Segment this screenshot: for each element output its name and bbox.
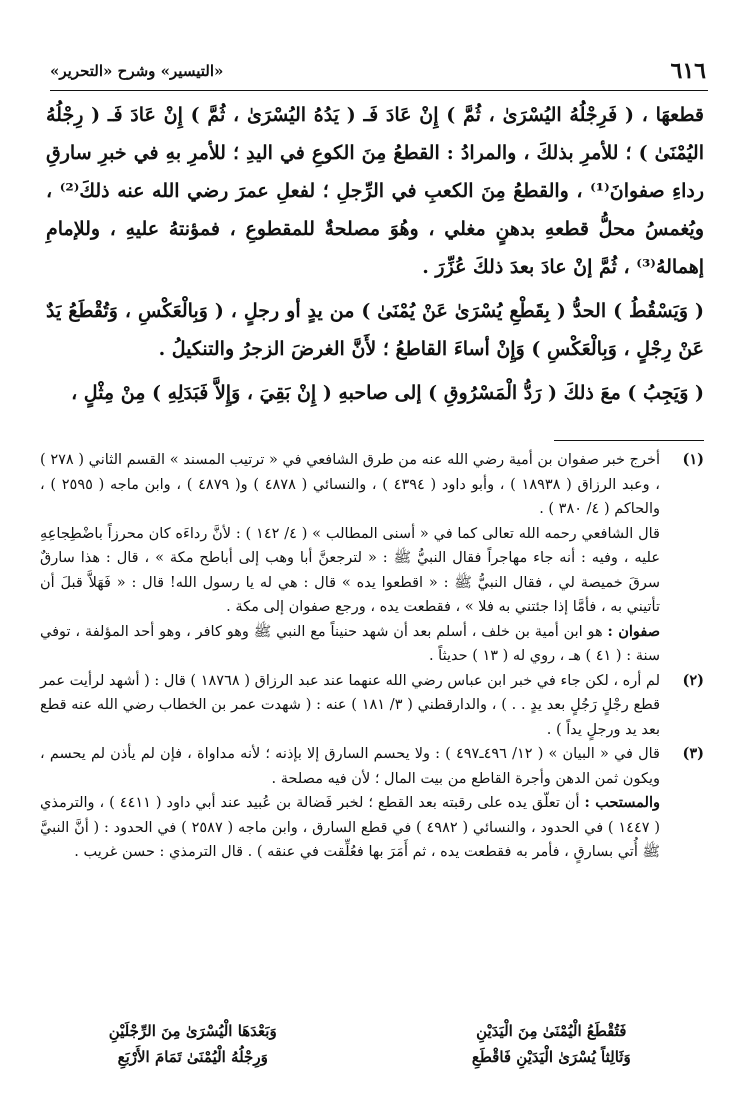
- footnote-paragraph: [40, 791, 660, 865]
- footnotes: [40, 448, 704, 865]
- header-rule: [50, 90, 708, 91]
- footnote-3: [40, 742, 704, 865]
- footnote-body: [40, 742, 660, 865]
- footnote-body: [40, 669, 660, 743]
- footnote-paragraph: أخرج خبر صفوان بن أمية رضي الله عنه من طرق الشافعي في « ترتيب المسند » القسم الثاني ( ٢٧٨ ) ، وعبد الرزاق ( ١٨٩٣٨ ) ، وأبو داود ( ٤٣٩٤ ) ، والنسائي ( ٤٨٧٨ ) و( ٤٨٧٩ ) ، وابن ماجه ( ٢٥٩٥ ) ، والحاكم ( ٤/ ٣٨٠ ) .: [40, 452, 660, 517]
- main-paragraph: ( وَيَسْقُطُ ) الحدُّ ( بِقَطْعِ يُسْرَىٰ عَنْ يُمْنَىٰ ) من يدٍ أو رجلٍ ، ( وَبِالْعَكْسِ ، وَتُقْطَعُ يَدٌ عَنْ رِجْلٍ ، وَبِالْعَكْسِ ) وَإِنْ أساءَ القاطعُ ؛ لأَنَّ الغرضَ الزجرُ والتنكيلُ .: [46, 300, 704, 360]
- footnote-term: والمستحب :: [584, 794, 661, 811]
- footnote-paragraph: قال الشافعي رحمه الله تعالى كما في « أسنى المطالب » ( ٤/ ١٤٢ ) : لأنَّ رداءَه كان محرزاً باضْطِجاعِهِ عليه ، وفيه : أنه جاء مهاجراً فقال النبيُّ ﷺ : « لترجعنَّ أبا وهب إلى أباطح مكة » ، قال : هذا سارقٌ سرقَ خميصة لي ، فقال النبيُّ ﷺ : « اقطعوا يده » قال : هي له يا رسول الله! قال : « فَهَلاَّ قبلَ أن تأتيني به ، فأمَّا إذا جئتني به فلا » ، فقطعت يده ، ورجع صفوان إلى مكة .: [40, 525, 660, 615]
- poem: [40, 1018, 704, 1070]
- footnote-body: [40, 448, 660, 669]
- footnote-number: (١): [682, 451, 704, 468]
- verse-hemistich: وَبَعْدَهَا الْيُسْرَىٰ مِنَ الرِّجْلَيْنِ: [108, 1022, 277, 1040]
- footnote-2: [40, 669, 704, 743]
- footnote-term-text: أن تعلّق يده على رقبته بعد القطع ؛ لخبر فَضالة بن عُبيد عند أبي داود ( ٤٤١١ ) ، والترمذي ( ١٤٤٧ ) في الحدود ، والنسائي ( ٤٩٨٢ ) في قطع السارق ، وابن ماجه ( ٢٥٨٧ ) في الحدود : ( أنَّ النبيَّ ﷺ أُتي بسارقٍ ، فأمر به فقطعت يده ، ثم أَمَرَ بها فعُلِّقت في عنقه ) . قال الترمذي : حسن غريب .: [40, 795, 660, 860]
- footnote-number: (٣): [682, 745, 704, 762]
- footnote-term-text: هو ابن أمية بن خلف ، أسلم بعد أن شهد حنيناً مع النبي ﷺ وهو كافر ، وهو أحد المؤلفة ، توفي سنة : ( ٤١ ) هـ ، روي له ( ١٣ ) حديثاً .: [40, 623, 660, 664]
- main-paragraph: ( وَيَجِبُ ) معَ ذلكَ ( رَدُّ الْمَسْرُوقِ ) إلى صاحبهِ ( إِنْ بَقِيَ ، وَإِلاَّ فَبَدَلِهِ ) مِنْ مِثْلٍ ،: [71, 382, 704, 404]
- footnote-separator: [554, 440, 704, 441]
- main-paragraph: قطعهَا ، ( فَرِجْلُهُ اليُسْرَىٰ ، ثُمَّ ) إِنْ عَادَ فَـ ( يَدُهُ اليُسْرَىٰ ، ثُمَّ ) إِنْ عَادَ فَـ ( رِجْلُهُ اليُمْنَىٰ ) ؛ للأمرِ بذلكَ ، والمرادُ : القطعُ مِنَ الكوعِ في اليدِ ؛ للأمرِ بهِ في خبرِ سارقِ رداءِ صفوانَ⁽¹⁾ ، والقطعُ مِنَ الكعبِ في الرِّجلِ ؛ لفعلِ عمرَ رضي الله عنه ذلكَ⁽²⁾ ، ويُغمسُ محلُّ قطعهِ بدهنٍ مغلي ، وهُوَ مصلحةٌ للمقطوعِ ، فمؤنتهُ عليهِ ، وللإمامِ إهمالهُ⁽³⁾ ، ثُمَّ إنْ عادَ بعدَ ذلكَ عُزِّرَ .: [46, 104, 704, 278]
- running-title: «التيسير» وشرح «التحرير»: [50, 62, 224, 80]
- footnote-paragraph: قال في « البيان » ( ١٢/ ٤٩٦ـ٤٩٧ ) : ولا يحسم السارق إلا بإذنه ؛ لأنه مداواة ، فإن لم يأذن لم يحسم ، ويكون ثمن الدهن وأجرة القاطع من بيت المال ؛ لأن فيه مصلحة .: [40, 746, 660, 787]
- poem-verse: [40, 1044, 704, 1070]
- page-number: ٦١٦: [670, 58, 706, 84]
- verse-hemistich: فَتُقْطَعُ الْيُمْنَىٰ مِنَ الْيَدَيْنِ: [476, 1022, 627, 1040]
- footnote-paragraph: [40, 620, 660, 669]
- poem-verse: [40, 1018, 704, 1044]
- footnote-term: صفوان :: [607, 622, 661, 640]
- footnote-number: (٢): [682, 671, 704, 689]
- verse-hemistich: وَرِجْلُهُ الْيُمْنَىٰ تَمَامَ الأَرْبَعِ: [117, 1048, 268, 1066]
- footnote-paragraph: لم أره ، لكن جاء في خبر ابن عباس رضي الله عنهما عند عبد الرزاق ( ١٨٧٦٨ ) قال : ( أشهد لرأيت عمر قطع رجْلٍ رَجُلٍ بعد يدٍ . . ) ، والدارقطني ( ٣/ ١٨١ ) عنه : ( شهدت عمر بن الخطاب رضي الله عنه قطع بعد يد ورجلٍ يداً ) .: [40, 672, 661, 738]
- verse-hemistich: وَثَالِثاً يُسْرَىٰ الْيَدَيْنِ فَاقْطَعِ: [471, 1048, 631, 1066]
- footnote-1: [40, 448, 704, 669]
- page-header: [50, 58, 706, 86]
- main-text: [46, 96, 704, 418]
